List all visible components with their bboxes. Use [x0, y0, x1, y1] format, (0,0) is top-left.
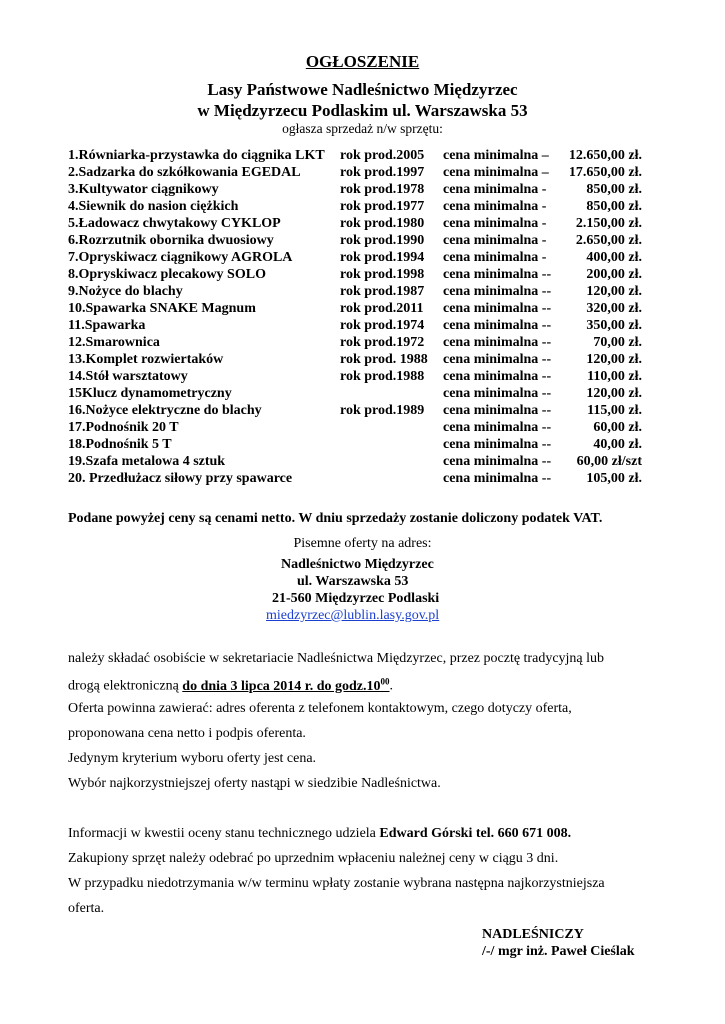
vat-note: Podane powyżej ceny są cenami netto. W dniu sprzedaży zostanie doliczony podatek VAT. — [68, 511, 603, 526]
item-name: 16.Nożyce elektryczne do blachy — [68, 403, 262, 418]
signature-role: NADLEŚNICZY — [482, 927, 584, 942]
item-min-price-label: cena minimalna - — [443, 199, 547, 214]
item-name: 20. Przedłużacz siłowy przy spawarce — [68, 471, 293, 486]
item-price: 850,00 zł. — [586, 199, 642, 214]
item-name: 2.Sadzarka do szkółkowania EGEDAL — [68, 165, 301, 180]
item-price: 60,00 zł. — [593, 420, 642, 435]
address-line-2: ul. Warszawska 53 — [297, 574, 409, 589]
item-price: 105,00 zł. — [586, 471, 642, 486]
list-item — [68, 284, 668, 301]
item-name: 11.Spawarka — [68, 318, 146, 333]
item-year: rok prod.1997 — [340, 165, 425, 180]
address-line-3: 21-560 Międzyrzec Podlaski — [272, 591, 440, 606]
pickup-paragraph: Zakupiony sprzęt należy odebrać po uprzednim wpłaceniu należnej ceny w ciągu 3 dni. — [68, 851, 559, 866]
item-year: rok prod.2005 — [340, 148, 425, 163]
list-item — [68, 471, 668, 488]
item-year: rok prod.1988 — [340, 369, 425, 384]
item-name: 8.Opryskiwacz plecakowy SOLO — [68, 267, 266, 282]
item-year: rok prod.1987 — [340, 284, 425, 299]
item-price: 200,00 zł. — [586, 267, 642, 282]
issuer-address: w Międzyrzecu Podlaskim ul. Warszawska 53 — [197, 101, 528, 120]
item-min-price-label: cena minimalna -- — [443, 420, 552, 435]
body-paragraph-4: Wybór najkorzystniejszej oferty nastąpi w siedzibie Nadleśnictwa. — [68, 776, 441, 791]
item-year: rok prod.1974 — [340, 318, 425, 333]
list-item — [68, 216, 668, 233]
list-item — [68, 233, 668, 250]
item-min-price-label: cena minimalna -- — [443, 403, 552, 418]
email-link[interactable]: miedzyrzec@lublin.lasy.gov.pl — [266, 608, 440, 623]
contact-paragraph: Informacji w kwestii oceny stanu technicznego udziela Edward Górski tel. 660 671 008. — [68, 826, 572, 841]
delivery-method-text: drogą elektroniczną — [68, 678, 183, 694]
item-year: rok prod.1989 — [340, 403, 425, 418]
item-price: 12.650,00 zł. — [568, 148, 642, 163]
document-title: OGŁOSZENIE — [305, 52, 420, 71]
item-name: 15Klucz dynamometryczny — [68, 386, 232, 401]
item-name: 12.Smarownica — [68, 335, 160, 350]
item-name: 1.Równiarka-przystawka do ciągnika LKT — [68, 148, 325, 163]
item-min-price-label: cena minimalna -- — [443, 437, 552, 452]
address-line-1: Nadleśnictwo Międzyrzec — [281, 557, 434, 572]
item-year: rok prod.2011 — [340, 301, 424, 316]
issuer-name: Lasy Państwowe Nadleśnictwo Międzyrzec — [207, 80, 518, 99]
item-price: 850,00 zł. — [586, 182, 642, 197]
item-price: 2.650,00 zł. — [575, 233, 642, 248]
item-name: 9.Nożyce do blachy — [68, 284, 183, 299]
item-year: rok prod.1977 — [340, 199, 425, 214]
list-item — [68, 182, 668, 199]
item-name: 18.Podnośnik 5 T — [68, 437, 172, 452]
offers-intro: Pisemne oferty na adres: — [293, 536, 432, 551]
list-item — [68, 352, 668, 369]
item-price: 60,00 zł/szt — [576, 454, 642, 469]
list-item — [68, 148, 668, 165]
item-year: rok prod.1998 — [340, 267, 425, 282]
item-year: rok prod.1980 — [340, 216, 425, 231]
list-item — [68, 420, 668, 437]
item-min-price-label: cena minimalna -- — [443, 454, 552, 469]
list-item — [68, 369, 668, 386]
body-paragraph-3: Jedynym kryterium wyboru oferty jest cena. — [68, 751, 317, 766]
item-min-price-label: cena minimalna – — [443, 148, 549, 163]
list-item — [68, 267, 668, 284]
item-name: 17.Podnośnik 20 T — [68, 420, 179, 435]
item-min-price-label: cena minimalna – — [443, 165, 549, 180]
item-price: 2.150,00 zł. — [575, 216, 642, 231]
item-min-price-label: cena minimalna -- — [443, 335, 552, 350]
item-name: 10.Spawarka SNAKE Magnum — [68, 301, 256, 316]
item-name: 19.Szafa metalowa 4 sztuk — [68, 454, 226, 469]
item-min-price-label: cena minimalna -- — [443, 267, 552, 282]
item-price: 120,00 zł. — [586, 352, 642, 367]
list-item — [68, 454, 668, 471]
list-item — [68, 437, 668, 454]
deadline-text: do dnia 3 lipca 2014 r. do $godz.10^{00}$ — [182, 676, 390, 694]
item-price: 120,00 zł. — [586, 386, 642, 401]
item-min-price-label: cena minimalna -- — [443, 369, 552, 384]
item-year: rok prod. 1988 — [340, 352, 428, 367]
list-item — [68, 386, 668, 403]
item-min-price-label: cena minimalna - — [443, 233, 547, 248]
item-year: rok prod.1972 — [340, 335, 425, 350]
list-item — [68, 403, 668, 420]
fallback-paragraph-line-2: oferta. — [68, 901, 105, 916]
item-name: 5.Ładowacz chwytakowy CYKLOP — [68, 216, 281, 231]
intro-text: ogłasza sprzedaż n/w sprzętu: — [282, 121, 443, 136]
signature-name: /-/ mgr inż. Paweł Cieślak — [482, 944, 635, 959]
item-min-price-label: cena minimalna - — [443, 250, 547, 265]
item-price: 120,00 zł. — [586, 284, 642, 299]
item-price: 70,00 zł. — [593, 335, 642, 350]
item-min-price-label: cena minimalna -- — [443, 471, 552, 486]
item-price: 40,00 zł. — [593, 437, 642, 452]
item-min-price-label: cena minimalna - — [443, 182, 547, 197]
item-year: rok prod.1994 — [340, 250, 425, 265]
item-name: 3.Kultywator ciągnikowy — [68, 182, 219, 197]
item-name: 4.Siewnik do nasion ciężkich — [68, 199, 239, 214]
contact-person: Edward Górski tel. 660 671 008. — [379, 826, 572, 841]
item-price: 320,00 zł. — [586, 301, 642, 316]
item-price: 115,00 zł. — [587, 403, 642, 418]
body-paragraph-1-line-1: należy składać osobiście w sekretariacie Nadleśnictwa Międzyrzec, przez pocztę tradycyjną lub — [68, 651, 605, 666]
item-price: 110,00 zł. — [587, 369, 642, 384]
item-price: 17.650,00 zł. — [568, 165, 642, 180]
fallback-paragraph-line-1: W przypadku niedotrzymania w/w terminu wpłaty zostanie wybrana następna najkorzystniejsza — [68, 876, 605, 891]
item-name: 7.Opryskiwacz ciągnikowy AGROLA — [68, 250, 293, 265]
item-min-price-label: cena minimalna - — [443, 216, 547, 231]
item-min-price-label: cena minimalna -- — [443, 301, 552, 316]
item-name: 14.Stół warsztatowy — [68, 369, 188, 384]
body-paragraph-2-line-1: Oferta powinna zawierać: adres oferenta z telefonem kontaktowym, czego dotyczy oferta, — [68, 701, 572, 716]
list-item — [68, 335, 668, 352]
item-min-price-label: cena minimalna -- — [443, 352, 552, 367]
item-price: 400,00 zł. — [586, 250, 642, 265]
list-item — [68, 250, 668, 267]
item-min-price-label: cena minimalna -- — [443, 318, 552, 333]
item-price: 350,00 zł. — [586, 318, 642, 333]
list-item — [68, 301, 668, 318]
list-item — [68, 318, 668, 335]
item-year: rok prod.1990 — [340, 233, 425, 248]
list-item — [68, 199, 668, 216]
item-min-price-label: cena minimalna -- — [443, 284, 552, 299]
list-item — [68, 165, 668, 182]
body-paragraph-1-line-2: drogą elektroniczną do dnia 3 lipca 2014 r. do $godz.10^{00}$. — [68, 676, 394, 694]
item-name: 6.Rozrzutnik obornika dwuosiowy — [68, 233, 274, 248]
item-name: 13.Komplet rozwiertaków — [68, 352, 224, 367]
item-year: rok prod.1978 — [340, 182, 425, 197]
item-min-price-label: cena minimalna -- — [443, 386, 552, 401]
body-paragraph-2-line-2: proponowana cena netto i podpis oferenta. — [68, 726, 306, 741]
